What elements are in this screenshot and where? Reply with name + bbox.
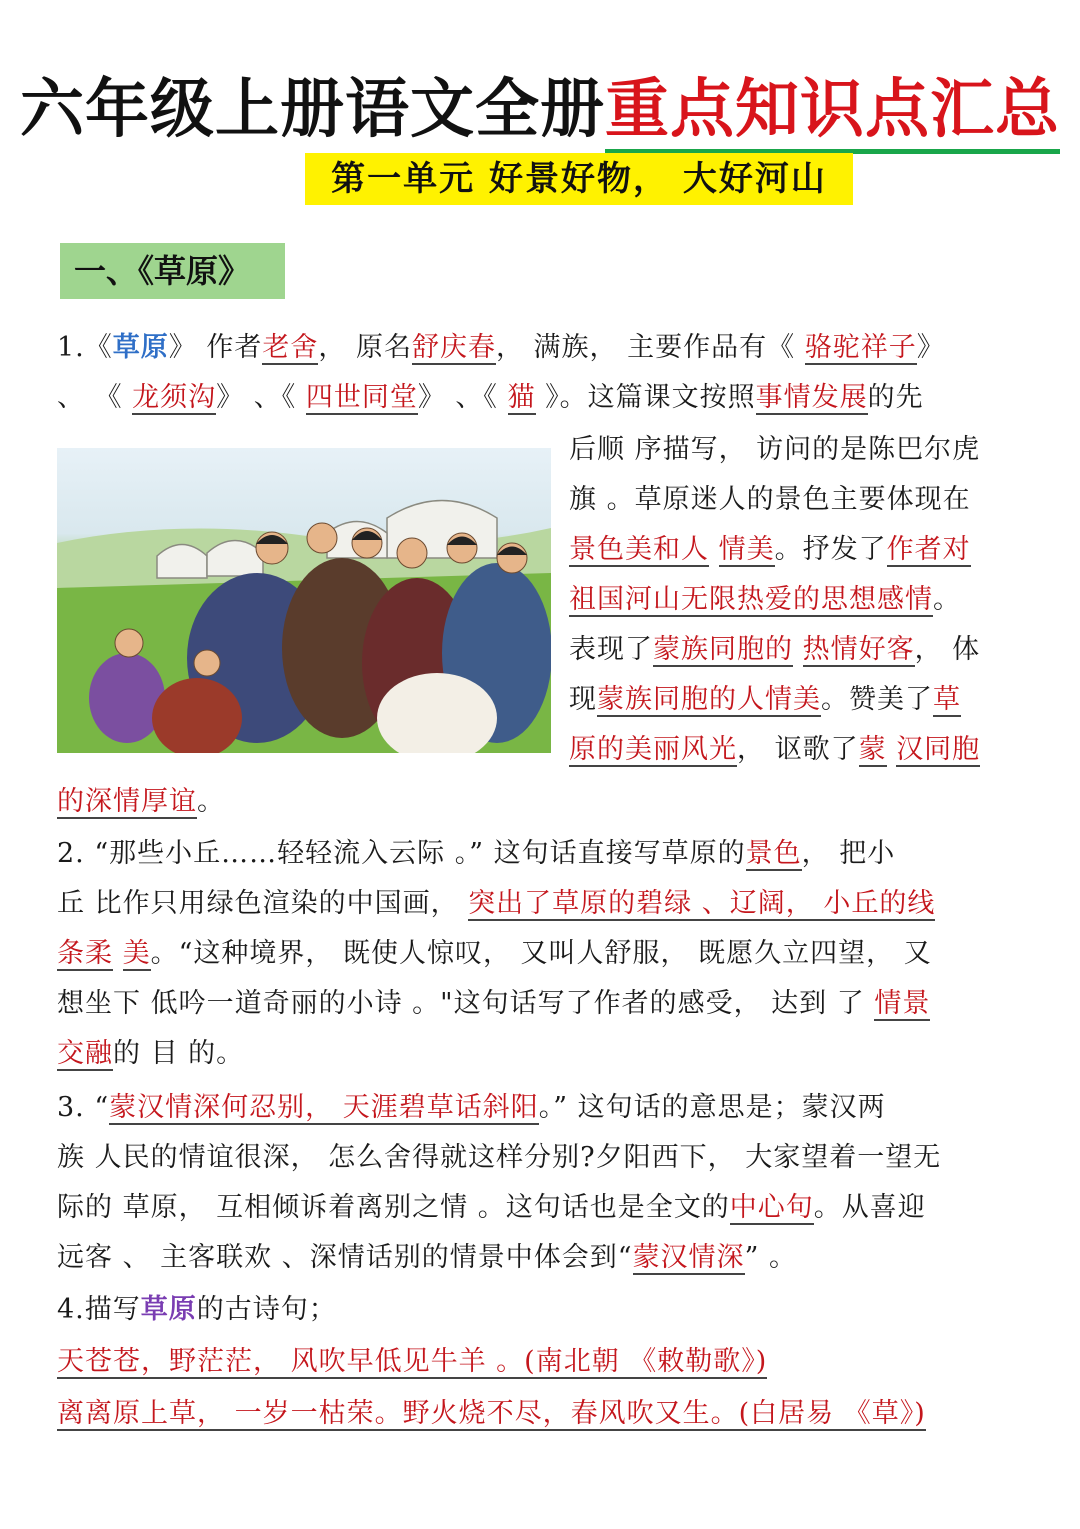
page-title: [0, 70, 1080, 150]
answer-friendship: 的深情厚谊: [57, 786, 197, 817]
p1-line-1: 1.《草原》 作者老舍， 原名舒庆春， 满族， 主要作品有《 骆驼祥子》: [57, 332, 945, 363]
answer-work-1: 骆驼祥子: [804, 332, 917, 363]
answer-highlight-1: 突出了草原的碧绿 、辽阔， 小丘的线: [468, 888, 936, 919]
answer-scenery-2: 景色: [745, 838, 802, 869]
poem-1: 天苍苍，野茫茫， 风吹早低见牛羊 。(南北朝 《敕勒歌》): [57, 1346, 768, 1377]
keyword-caoyuan-2: 草原: [140, 1294, 197, 1325]
p1-line-2: 、 《 龙须沟》 、《 四世同堂》 、《 猫 》。这篇课文按照事情发展的先: [57, 382, 924, 413]
answer-han: 汉同胞: [896, 734, 981, 765]
p3-line-1: 3. “蒙汉情深何忍别， 天涯碧草话斜阳。” 这句话的意思是；蒙汉两: [57, 1092, 886, 1123]
answer-praise-2: 原的美丽风光: [569, 734, 737, 765]
answer-order: 事情发展: [755, 382, 868, 413]
grassland-illustration: [57, 448, 551, 753]
p2-line-2: 丘 比作只用绿色渲染的中国画， 突出了草原的碧绿 、辽阔， 小丘的线: [57, 888, 936, 919]
answer-feeling-2: 祖国河山无限热爱的思想感情: [569, 584, 933, 615]
answer-blend-2: 交融: [57, 1038, 113, 1069]
p3-line-4: 远客 、 主客联欢 、深情话别的情景中体会到“蒙汉情深” 。: [57, 1242, 797, 1273]
p2-line-3: 条柔 美。“这种境界， 既使人惊叹， 又叫人舒服， 既愿久立四望， 又: [57, 938, 932, 969]
answer-work-2: 龙须沟: [132, 382, 217, 413]
p3-line-3: 际的 草原， 互相倾诉着离别之情 。这句话也是全文的中心句。从喜迎: [57, 1192, 926, 1223]
answer-compatriots: 蒙族同胞的: [653, 634, 793, 665]
p1-line-10: 的深情厚谊。: [57, 786, 225, 817]
answer-quote: 蒙汉情深何忍别， 天涯碧草话斜阳: [109, 1092, 539, 1123]
answer-praise-1: 草: [933, 684, 961, 715]
answer-highlight-2: 条柔: [57, 938, 113, 969]
p1-line-9: 原的美丽风光， 讴歌了蒙 汉同胞: [569, 734, 981, 765]
illustration-svg: [57, 448, 551, 753]
p1-line-7: 表现了蒙族同胞的 热情好客， 体: [569, 634, 981, 665]
answer-feeling-1: 作者对: [886, 534, 971, 565]
p2-line-5: 交融的 目 的。: [57, 1038, 245, 1069]
title-part-1: 六年级上册语文全册: [20, 73, 605, 147]
poem-2: 离离原上草， 一岁一枯荣。野火烧不尽，春风吹又生。(白居易 《草》): [57, 1398, 926, 1429]
answer-highlight-3: 美: [122, 938, 151, 969]
answer-hospitable: 热情好客: [802, 634, 915, 665]
p1-line-8: 现蒙族同胞的人情美。赞美了草: [569, 684, 961, 715]
answer-original-name: 舒庆春: [411, 332, 496, 363]
p4-line-1: 4.描写草原的古诗句；: [57, 1294, 337, 1325]
answer-people: 情美: [718, 534, 775, 565]
section-heading: 一、《草原》: [60, 243, 285, 299]
answer-blend-1: 情景: [874, 988, 931, 1019]
p3-line-2: 族 人民的情谊很深， 怎么舍得就这样分别?夕阳西下， 大家望着一望无: [57, 1142, 942, 1173]
answer-work-3: 四世同堂: [305, 382, 418, 413]
answer-central-sentence: 中心句: [729, 1192, 814, 1223]
keyword-caoyuan: 草原: [112, 332, 169, 363]
answer-work-4: 猫: [507, 382, 536, 413]
p1-line-3: 后顺 序描写， 访问的是陈巴尔虎: [569, 434, 981, 465]
answer-mongol: 蒙: [858, 734, 887, 765]
answer-deep-bond: 蒙汉情深: [632, 1242, 745, 1273]
p2-line-1: 2. “那些小丘……轻轻流入云际 。” 这句话直接写草原的景色， 把小: [57, 838, 896, 869]
title-part-2: 重点知识点汇总: [605, 73, 1060, 154]
unit-banner: 第一单元 好景好物， 大好河山: [305, 153, 853, 205]
p1-line-5: 景色美和人 情美。抒发了作者对: [569, 534, 971, 565]
answer-author: 老舍: [262, 332, 319, 363]
p1-line-6: 祖国河山无限热爱的思想感情。: [569, 584, 961, 615]
answer-human-beauty: 蒙族同胞的人情美: [597, 684, 821, 715]
p2-line-4: 想坐下 低吟一道奇丽的小诗 。"这句话写了作者的感受， 达到 了 情景: [57, 988, 931, 1019]
answer-scenery: 景色美和人: [569, 534, 709, 565]
p1-line-4: 旗 。草原迷人的景色主要体现在: [569, 484, 971, 515]
